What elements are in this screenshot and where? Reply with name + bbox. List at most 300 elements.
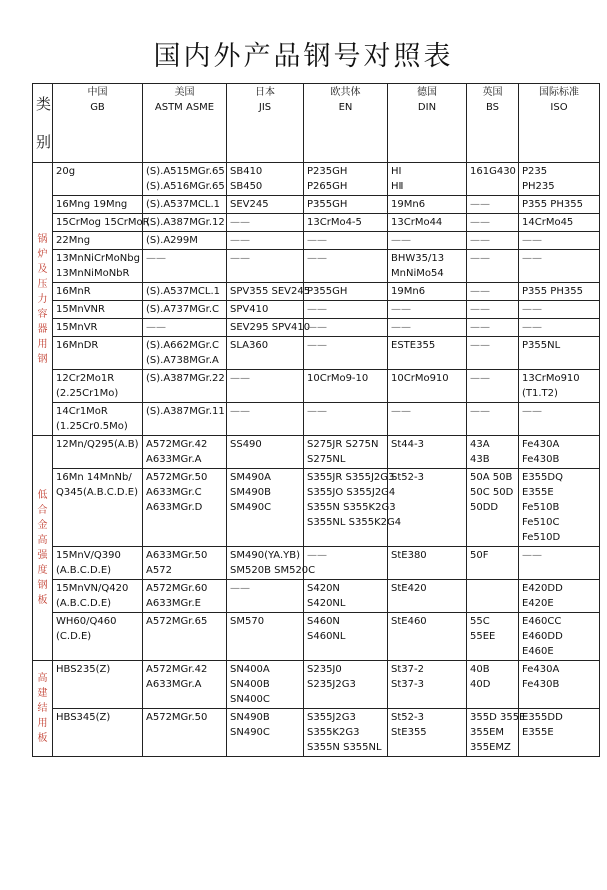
cell-en [304,661,388,709]
cell-text: HⅠ [391,166,402,177]
cell-bs [467,436,519,469]
cell-text: —— [470,304,490,315]
cell-text: —— [470,406,490,417]
cell-text: A633MGr.A [146,454,202,465]
cell-astm-asme [143,283,227,301]
cell-text: (S).A537MCL.1 [146,286,220,297]
cell-text: 13MnNiMoNbR [56,268,130,279]
cell-jis [227,250,304,283]
cell-iso [519,319,600,337]
column-header-eu: 欧共体 EN [304,84,388,163]
cell-en [304,163,388,196]
cell-bs [467,547,519,580]
table-row [33,661,600,709]
cell-gb [53,403,143,436]
cell-text: —— [307,235,327,246]
cell-text: 355EM [470,727,505,738]
cell-text: SM520B SM520C [230,565,316,576]
cell-text: St37-3 [391,679,424,690]
cell-text: (S).A387MGr.11 [146,406,225,417]
cell-text: 20g [56,166,76,177]
cell-text: 16Mn 14MnNb/ [56,472,132,483]
table-row [33,232,600,250]
cell-jis [227,319,311,337]
cell-text: —— [522,235,542,246]
cell-jis [227,661,304,709]
cell-text: PH235 [522,181,555,192]
cell-text: SS490 [230,439,262,450]
cell-en [304,469,402,547]
cell-text: 14CrMo45 [522,217,574,228]
cell-astm-asme [143,547,227,580]
table-header-row [33,84,600,163]
cell-text: 15MnVN/Q420 [56,583,129,594]
cell-gb [53,319,143,337]
table-row [33,337,600,370]
cell-text: St52-3 [391,472,424,483]
cell-en [304,319,388,337]
cell-text: P355 PH355 [522,286,583,297]
cell-text: —— [146,322,166,333]
cell-jis [227,337,304,370]
cell-astm-asme [143,580,227,613]
cell-text: 50A 50B [470,472,513,483]
column-header-uk: 英国 BS [467,84,519,163]
cell-en [304,214,388,232]
cell-jis [227,214,304,232]
cell-text: P355GH [307,286,348,297]
cell-astm-asme [143,196,227,214]
column-header-iso: 国际标准 ISO [519,84,600,163]
cell-text: —— [230,253,250,264]
cell-text: St52-3 [391,712,424,723]
cell-text: (1.25Cr0.5Mo) [56,421,128,432]
cell-text: 15MnV/Q390 [56,550,121,561]
cell-text: (S).A738MGr.A [146,355,219,366]
cell-text: —— [230,583,250,594]
cell-astm-asme [143,163,227,196]
cell-gb [53,337,143,370]
column-header-china: 中国 GB [53,84,143,163]
cell-astm-asme [143,319,227,337]
cell-text: —— [522,304,542,315]
cell-bs [467,196,519,214]
cell-text: P235 [522,166,548,177]
category-header: 类别 [33,84,53,163]
cell-text: SB450 [230,181,263,192]
cell-text: SPV410 [230,304,269,315]
cell-text: 15CrMog 15CrMoR [56,217,150,228]
cell-en [304,403,388,436]
cell-text: (2.25Cr1Mo) [56,388,119,399]
cell-text: —— [470,322,490,333]
cell-text: (S).A387MGr.12 [146,217,225,228]
category-cell [33,436,53,661]
cell-text: A572MGr.60 [146,583,208,594]
cell-text: MnNiMo54 [391,268,444,279]
steel-comparison-table [32,83,600,757]
cell-text: —— [522,253,542,264]
cell-en [304,196,388,214]
cell-gb [53,283,143,301]
cell-text: (T1.T2) [522,388,558,399]
cell-jis [227,403,304,436]
column-header-usa: 美国 ASTM ASME [143,84,227,163]
cell-din [388,709,467,757]
cell-en [304,301,388,319]
cell-text: Fe430A [522,664,560,675]
table-row [33,319,600,337]
cell-text: S235J2G3 [307,679,356,690]
cell-text: 15MnVR [56,322,98,333]
cell-bs [467,232,519,250]
cell-text: —— [307,550,327,561]
cell-text: SPV355 SEV245 [230,286,311,297]
cell-en [304,709,388,757]
cell-text: P355NL [522,340,561,351]
cell-text: 43B [470,454,490,465]
cell-text: A572MGr.50 [146,712,208,723]
cell-din [388,163,467,196]
document-title: 国内外产品钢号对照表 [153,41,454,72]
cell-gb [53,613,143,661]
cell-text: SN490C [230,727,270,738]
cell-iso [519,301,600,319]
cell-text: (S).A516MGr.65 [146,181,225,192]
cell-text: S355NL S355K2G4 [307,517,402,528]
cell-text: Fe430B [522,679,560,690]
cell-text: 10CrMo910 [391,373,449,384]
cell-text: E460CC [522,616,562,627]
cell-text: 15MnVNR [56,304,105,315]
cell-bs [467,283,519,301]
cell-text: St44-3 [391,439,424,450]
cell-text: (S).A737MGr.C [146,304,219,315]
cell-text: —— [391,322,411,333]
cell-text: 19Mn6 [391,199,426,210]
cell-text: S355J2G3 [307,712,356,723]
cell-din [388,232,467,250]
table-row [33,469,600,547]
cell-text: 19Mn6 [391,286,426,297]
cell-text: 161G430 [470,166,516,177]
cell-text: S460N [307,616,340,627]
cell-text: S355N S355K2G3 [307,502,396,513]
category-label: 高建结用板 [37,673,48,744]
cell-din [388,196,467,214]
cell-din [388,547,467,580]
cell-text: SN400B [230,679,270,690]
cell-en [304,547,388,580]
cell-text: —— [470,340,490,351]
cell-text: —— [522,406,542,417]
cell-iso [519,232,600,250]
cell-text: —— [146,253,166,264]
cell-en [304,337,388,370]
cell-text: 16MnR [56,286,91,297]
cell-text: —— [391,304,411,315]
cell-jis [227,301,304,319]
cell-text: 10CrMo9-10 [307,373,369,384]
cell-text: 16MnDR [56,340,99,351]
cell-text: —— [522,322,542,333]
cell-iso [519,469,600,547]
cell-en [304,232,388,250]
cell-text: —— [230,217,250,228]
cell-text: 40B [470,664,490,675]
cell-text: A572MGr.65 [146,616,208,627]
cell-bs [467,403,519,436]
cell-jis [227,436,304,469]
cell-din [388,613,467,661]
cell-din [388,370,467,403]
cell-astm-asme [143,469,227,547]
cell-text: 16Mng 19Mng [56,199,128,210]
cell-gb [53,436,143,469]
cell-astm-asme [143,301,227,319]
table-row [33,403,600,436]
cell-text: S420NL [307,598,346,609]
cell-text: A633MGr.50 [146,550,208,561]
cell-text: HBS235(Z) [56,664,111,675]
cell-gb [53,661,143,709]
cell-din [388,250,467,283]
cell-text: Fe510C [522,517,560,528]
cell-gb [53,196,143,214]
cell-bs [467,370,519,403]
cell-jis [227,196,304,214]
cell-jis [227,163,304,196]
cell-din [388,469,467,547]
cell-text: E355E [522,487,554,498]
cell-astm-asme [143,232,227,250]
cell-text: —— [230,373,250,384]
cell-gb [53,709,143,757]
cell-text: E355E [522,727,554,738]
cell-text: A633MGr.A [146,679,202,690]
cell-text: 55EE [470,631,496,642]
cell-text: —— [307,340,327,351]
cell-text: —— [391,235,411,246]
cell-text: StE420 [391,583,427,594]
table-row [33,214,600,232]
cell-text: —— [470,235,490,246]
cell-text: StE355 [391,727,427,738]
cell-iso [519,580,600,613]
cell-text: —— [470,253,490,264]
cell-din [388,337,467,370]
cell-text: StE380 [391,550,427,561]
table-row [33,301,600,319]
cell-din [388,580,467,613]
table-row [33,370,600,403]
cell-din [388,436,467,469]
cell-text: E460DD [522,631,563,642]
cell-iso [519,250,600,283]
cell-text: 355D 355E [470,712,526,723]
cell-text: —— [307,406,327,417]
cell-jis [227,709,304,757]
cell-text: SEV245 [230,199,269,210]
cell-bs [467,580,519,613]
category-cell [33,661,53,757]
cell-iso [519,403,600,436]
cell-text: E355DD [522,712,563,723]
cell-bs [467,250,519,283]
cell-text: Q345(A.B.C.D.E) [56,487,139,498]
cell-jis [227,469,304,547]
cell-text: (A.B.C.D.E) [56,598,112,609]
cell-text: (C.D.E) [56,631,92,642]
cell-astm-asme [143,370,227,403]
cell-text: SN490B [230,712,270,723]
cell-text: St37-2 [391,664,424,675]
cell-text: A633MGr.C [146,487,202,498]
cell-astm-asme [143,613,227,661]
cell-text: (S).A515MGr.65 [146,166,225,177]
table-row [33,250,600,283]
table-row [33,613,600,661]
cell-text: StE460 [391,616,427,627]
cell-text: 50DD [470,502,499,513]
category-label: 锅炉及压力容器用钢 [37,233,48,365]
cell-text: E460E [522,646,554,657]
table-row [33,283,600,301]
cell-text: —— [470,217,490,228]
cell-bs [467,469,519,547]
cell-jis [227,283,311,301]
cell-astm-asme [143,661,227,709]
cell-text: 50F [470,550,489,561]
cell-astm-asme [143,250,227,283]
cell-text: A572 [146,565,172,576]
cell-text: —— [230,406,250,417]
cell-text: S355N S355NL [307,742,382,753]
cell-text: —— [470,286,490,297]
cell-text: 50C 50D [470,487,514,498]
cell-astm-asme [143,403,227,436]
cell-text: P355GH [307,199,348,210]
cell-text: —— [391,406,411,417]
cell-text: 12Cr2Mo1R [56,373,115,384]
cell-en [304,580,388,613]
cell-text: P265GH [307,181,348,192]
cell-text: (A.B.C.D.E) [56,565,112,576]
cell-text: HⅡ [391,181,404,192]
table-row [33,547,600,580]
cell-bs [467,301,519,319]
column-header-japan: 日本 JIS [227,84,304,163]
column-header-germany: 德国 DIN [388,84,467,163]
cell-text: SEV295 SPV410 [230,322,311,333]
cell-text: (S).A662MGr.C [146,340,219,351]
cell-text: 55C [470,616,490,627]
cell-text: (S).A537MCL.1 [146,199,220,210]
cell-text: Fe430B [522,454,560,465]
cell-en [304,250,388,283]
table-row [33,436,600,469]
cell-text: —— [307,253,327,264]
cell-text: —— [522,550,542,561]
table-row [33,196,600,214]
cell-text: E420DD [522,583,563,594]
cell-text: S275JR S275N [307,439,379,450]
cell-iso [519,661,600,709]
cell-gb [53,301,143,319]
cell-jis [227,613,304,661]
cell-astm-asme [143,709,227,757]
cell-text: A633MGr.E [146,598,201,609]
cell-jis [227,232,304,250]
cell-text: —— [470,199,490,210]
cell-text: Fe430A [522,439,560,450]
cell-text: Fe510D [522,532,561,543]
cell-text: BHW35/13 [391,253,445,264]
cell-bs [467,709,526,757]
cell-text: —— [307,322,327,333]
cell-text: E420E [522,598,554,609]
cell-bs [467,661,519,709]
cell-astm-asme [143,214,227,232]
cell-gb [53,214,150,232]
cell-iso [519,547,600,580]
cell-text: Fe510B [522,502,560,513]
cell-text: A572MGr.42 [146,664,208,675]
cell-text: —— [470,373,490,384]
cell-text: 13MnNiCrMoNbg [56,253,140,264]
cell-text: A633MGr.D [146,502,203,513]
cell-din [388,214,467,232]
cell-text: E355DQ [522,472,563,483]
cell-gb [53,469,143,547]
cell-text: P235GH [307,166,348,177]
category-label: 低合金高强度钢板 [37,490,48,606]
cell-text: SLA360 [230,340,269,351]
cell-iso [519,337,600,370]
cell-text: 355EMZ [470,742,511,753]
cell-bs [467,163,519,196]
cell-din [388,301,467,319]
cell-text: 40D [470,679,491,690]
cell-iso [519,163,600,196]
cell-gb [53,163,143,196]
cell-text: 22Mng [56,235,91,246]
cell-text: WH60/Q460 [56,616,117,627]
cell-iso [519,283,600,301]
cell-bs [467,214,519,232]
cell-text: S235J0 [307,664,342,675]
table-body [33,163,600,757]
cell-din [388,319,467,337]
cell-text: S355JO S355J2G4 [307,487,396,498]
cell-text: S355K2G3 [307,727,360,738]
cell-iso [519,196,600,214]
cell-iso [519,370,600,403]
cell-din [388,403,467,436]
cell-din [388,661,467,709]
cell-gb [53,370,143,403]
cell-text: SM490B [230,487,271,498]
cell-text: SM490C [230,502,272,513]
cell-iso [519,709,600,757]
cell-iso [519,613,600,661]
cell-bs [467,613,519,661]
table-row [33,709,600,757]
category-cell [33,163,53,436]
cell-bs [467,319,519,337]
cell-text: 43A [470,439,490,450]
cell-gb [53,580,143,613]
